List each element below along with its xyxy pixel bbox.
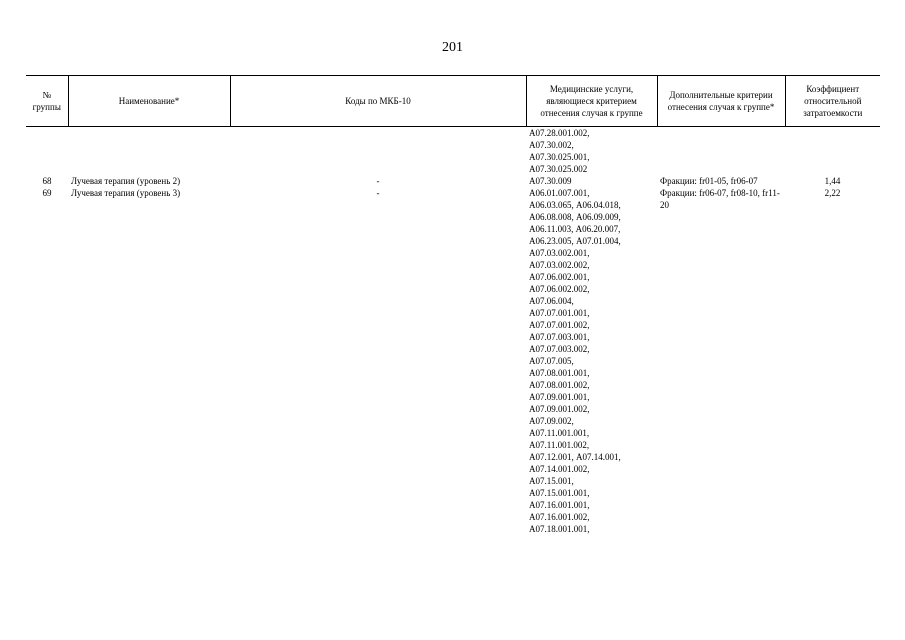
service-code: А07.28.001.002, <box>529 128 590 138</box>
service-code: А07.08.001.001, <box>529 368 590 378</box>
group-number: 68 <box>42 176 52 186</box>
header-coefficient: Коэффициент относительной затратоемкости <box>785 76 880 127</box>
service-code: А07.03.002.002, <box>529 260 590 270</box>
service-code: А07.18.001.001, <box>529 524 590 534</box>
service-code: А07.15.001.001, <box>529 488 590 498</box>
service-code: А07.09.002, <box>529 416 574 426</box>
group-name: Лучевая терапия (уровень 2) <box>71 176 181 186</box>
services-cell <box>526 175 657 187</box>
service-code: А07.09.001.002, <box>529 404 590 414</box>
service-code: А06.11.003, А06.20.007, <box>529 224 621 234</box>
service-code: А07.06.004, <box>529 296 574 306</box>
coefficient: 1,44 <box>824 176 841 186</box>
service-code: А07.30.025.001, <box>529 152 590 162</box>
continuation-row <box>26 127 880 176</box>
service-code: А07.14.001.002, <box>529 464 590 474</box>
services-cell <box>526 187 657 535</box>
service-code: А07.30.009 <box>529 176 572 186</box>
service-code: А07.03.002.001, <box>529 248 590 258</box>
mkb-codes: - <box>376 176 380 186</box>
service-code: А07.07.005, <box>529 356 574 366</box>
table-row <box>26 175 880 187</box>
service-code: А07.12.001, А07.14.001, <box>529 452 621 462</box>
service-code: А06.01.007.001, <box>529 188 590 198</box>
service-code: А06.08.008, А06.09.009, <box>529 212 621 222</box>
service-code: А07.09.001.001, <box>529 392 590 402</box>
service-code: А07.08.001.002, <box>529 380 590 390</box>
service-code: А07.30.025.002 <box>529 164 588 174</box>
additional-criteria: Фракции: fr06-07, fr08-10, fr11-20 <box>660 188 780 210</box>
service-code: А07.07.003.001, <box>529 332 590 342</box>
service-code: А07.11.001.002, <box>529 440 590 450</box>
service-code: А07.07.001.001, <box>529 308 590 318</box>
continuation-services-cell <box>526 127 657 176</box>
service-code: А06.23.005, А07.01.004, <box>529 236 621 246</box>
header-name: Наименование* <box>68 76 230 127</box>
service-code: А07.30.002, <box>529 140 574 150</box>
header-mkb-codes: Коды по МКБ-10 <box>230 76 526 127</box>
service-code: А07.07.003.002, <box>529 344 590 354</box>
page-number: 201 <box>442 40 463 55</box>
table-header-row <box>26 76 880 127</box>
service-code: А07.06.002.002, <box>529 284 590 294</box>
service-code: А07.06.002.001, <box>529 272 590 282</box>
group-name: Лучевая терапия (уровень 3) <box>71 188 181 198</box>
header-medical-services: Медицинские услуги, являющиеся критерием отнесения случая к группе <box>526 76 657 127</box>
service-code: А07.16.001.001, <box>529 500 590 510</box>
groups-table <box>26 75 880 535</box>
header-additional-criteria: Дополнительные критерии отнесения случая к группе* <box>657 76 785 127</box>
additional-criteria: Фракции: fr01-05, fr06-07 <box>660 176 758 186</box>
table-row <box>26 187 880 535</box>
service-code: А07.16.001.002, <box>529 512 590 522</box>
service-code: А06.03.065, А06.04.018, <box>529 200 621 210</box>
service-code: А07.11.001.001, <box>529 428 590 438</box>
coefficient: 2,22 <box>824 188 841 198</box>
group-number: 69 <box>42 188 52 198</box>
service-code: А07.07.001.002, <box>529 320 590 330</box>
header-group-number: № группы <box>26 76 68 127</box>
mkb-codes: - <box>376 188 380 198</box>
service-code: А07.15.001, <box>529 476 574 486</box>
